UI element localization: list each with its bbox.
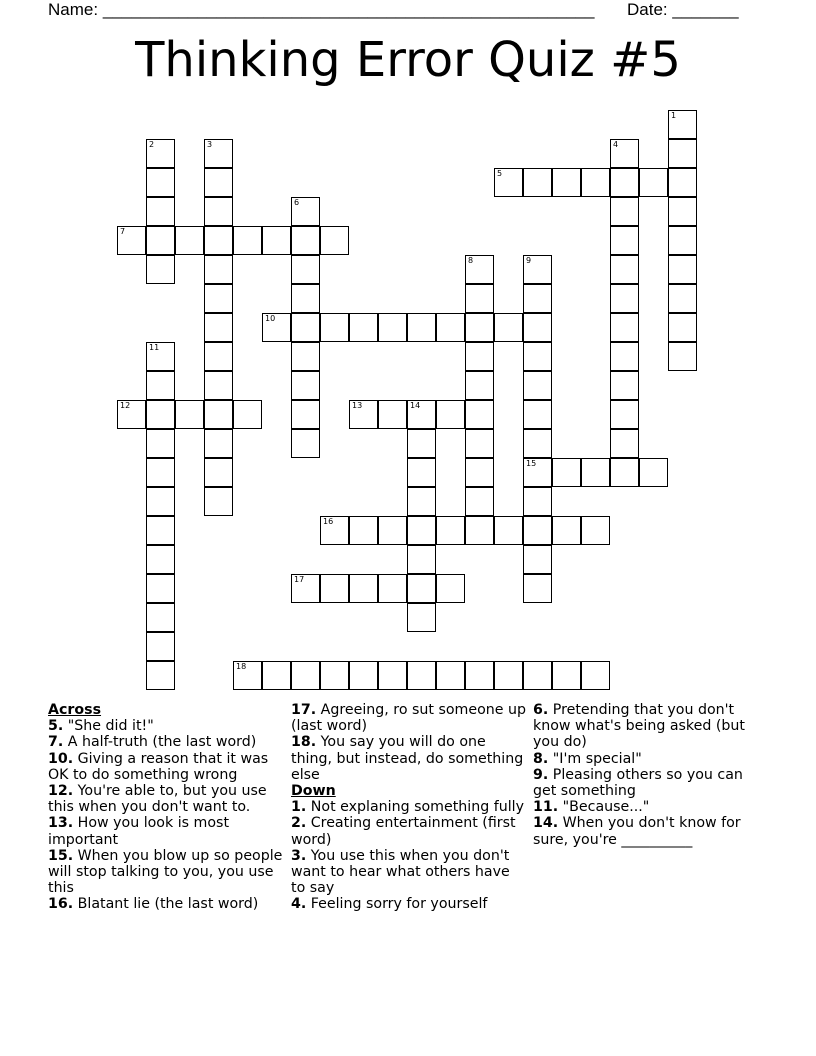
crossword-cell[interactable] (146, 255, 175, 284)
crossword-cell[interactable] (175, 400, 204, 429)
crossword-cell[interactable] (146, 168, 175, 197)
crossword-cell[interactable] (204, 429, 233, 458)
crossword-cell[interactable] (465, 313, 494, 342)
crossword-cell[interactable] (465, 516, 494, 545)
down-clue: 3. You use this when you don't want to hear what others have to say (291, 847, 510, 897)
crossword-cell[interactable] (494, 516, 523, 545)
crossword-cell[interactable] (523, 284, 552, 313)
clue-number: 3 (207, 140, 213, 149)
clue-number: 10 (265, 314, 276, 323)
crossword-cell[interactable] (146, 574, 175, 603)
crossword-cell[interactable] (233, 661, 262, 690)
crossword-cell[interactable] (465, 342, 494, 371)
crossword-cell[interactable] (146, 400, 175, 429)
clue-number: 14 (410, 401, 421, 410)
crossword-cell[interactable] (407, 313, 436, 342)
crossword-cell[interactable] (204, 284, 233, 313)
crossword-cell[interactable] (291, 429, 320, 458)
crossword-cell[interactable] (204, 342, 233, 371)
crossword-cell[interactable] (436, 661, 465, 690)
crossword-cell[interactable] (146, 458, 175, 487)
crossword-cell[interactable] (407, 574, 436, 603)
crossword-cell[interactable] (146, 487, 175, 516)
crossword-cell[interactable] (610, 458, 639, 487)
down-clue: 8. "I'm special" (533, 750, 642, 767)
crossword-cell[interactable] (465, 255, 494, 284)
crossword-cell[interactable] (668, 226, 697, 255)
crossword-cell[interactable] (320, 516, 349, 545)
clue-number: 6 (294, 198, 300, 207)
crossword-cell[interactable] (407, 545, 436, 574)
crossword-cell[interactable] (349, 313, 378, 342)
clue-number: 12 (120, 401, 131, 410)
crossword-cell[interactable] (349, 661, 378, 690)
crossword-cell[interactable] (465, 400, 494, 429)
crossword-cell[interactable] (523, 371, 552, 400)
clue-number: 18 (236, 662, 247, 671)
clue-number: 16 (323, 517, 334, 526)
crossword-cell[interactable] (407, 400, 436, 429)
crossword-cell[interactable] (552, 168, 581, 197)
crossword-cell[interactable] (378, 516, 407, 545)
clues-column-1 (48, 702, 284, 913)
crossword-cell[interactable] (378, 661, 407, 690)
crossword-cell[interactable] (117, 226, 146, 255)
crossword-cell[interactable] (146, 226, 175, 255)
crossword-cell[interactable] (436, 313, 465, 342)
down-clue: 11. "Because..." (533, 799, 650, 816)
crossword-cell[interactable] (378, 574, 407, 603)
clue-number: 13 (352, 401, 363, 410)
crossword-cell[interactable] (320, 313, 349, 342)
date-label: Date: (627, 0, 668, 19)
crossword-cell[interactable] (407, 516, 436, 545)
clue-number: 17 (294, 575, 305, 584)
crossword-cell[interactable] (610, 284, 639, 313)
across-clue: 18. You say you will do one thing, but instead, do something else (291, 734, 524, 783)
crossword-cell[interactable] (146, 603, 175, 632)
crossword-cell[interactable] (146, 545, 175, 574)
crossword-cell[interactable] (407, 603, 436, 632)
across-clue: 17. Agreeing, ro sut someone up (last word) (291, 702, 526, 735)
crossword-cell[interactable] (668, 168, 697, 197)
crossword-cell[interactable] (668, 342, 697, 371)
crossword-cell[interactable] (204, 168, 233, 197)
crossword-cell[interactable] (175, 226, 204, 255)
crossword-cell[interactable] (146, 342, 175, 371)
crossword-cell[interactable] (146, 139, 175, 168)
date-blank[interactable]: _______ (672, 0, 739, 19)
crossword-cell[interactable] (204, 458, 233, 487)
crossword-cell[interactable] (291, 371, 320, 400)
crossword-cell[interactable] (465, 458, 494, 487)
crossword-cell[interactable] (233, 400, 262, 429)
clue-number: 2 (149, 140, 155, 149)
crossword-cell[interactable] (668, 139, 697, 168)
crossword-cell[interactable] (233, 226, 262, 255)
crossword-cell[interactable] (523, 400, 552, 429)
crossword-cell[interactable] (146, 429, 175, 458)
crossword-cell[interactable] (291, 342, 320, 371)
crossword-cell[interactable] (581, 458, 610, 487)
crossword-cell[interactable] (610, 429, 639, 458)
across-heading: Across (48, 702, 102, 718)
crossword-cell[interactable] (523, 313, 552, 342)
crossword-cell[interactable] (610, 168, 639, 197)
crossword-cell[interactable] (320, 226, 349, 255)
crossword-cell[interactable] (610, 139, 639, 168)
crossword-cell[interactable] (262, 226, 291, 255)
crossword-cell[interactable] (494, 168, 523, 197)
crossword-cell[interactable] (523, 516, 552, 545)
page-title: Thinking Error Quiz #5 (135, 32, 681, 88)
across-clue: 12. You're able to, but you use this when you don't want to. (48, 783, 267, 816)
down-clue: 6. Pretending that you don't know what's being asked (but you do) (533, 702, 745, 751)
crossword-cell[interactable] (146, 516, 175, 545)
crossword-cell[interactable] (407, 458, 436, 487)
down-clue: 9. Pleasing others so you can get something (533, 766, 743, 800)
crossword-cell[interactable] (610, 255, 639, 284)
clues-column-2 (291, 702, 527, 913)
clue-number: 8 (468, 256, 474, 265)
crossword-cell[interactable] (610, 226, 639, 255)
clue-number: 7 (120, 227, 126, 236)
crossword-cell[interactable] (523, 574, 552, 603)
crossword-cell[interactable] (291, 197, 320, 226)
crossword-cell[interactable] (610, 342, 639, 371)
name-blank[interactable]: ____________________________________________________ (102, 0, 595, 19)
crossword-cell[interactable] (523, 458, 552, 487)
crossword-cell[interactable] (465, 661, 494, 690)
crossword-cell[interactable] (117, 400, 146, 429)
across-clue: 16. Blatant lie (the last word) (48, 896, 259, 913)
crossword-cell[interactable] (291, 226, 320, 255)
crossword-cell[interactable] (204, 487, 233, 516)
crossword-cell[interactable] (291, 313, 320, 342)
down-heading: Down (291, 783, 336, 800)
crossword-cell[interactable] (436, 574, 465, 603)
crossword-cell[interactable] (146, 661, 175, 690)
crossword-cell[interactable] (523, 429, 552, 458)
crossword-cell[interactable] (407, 487, 436, 516)
crossword-cell[interactable] (610, 371, 639, 400)
crossword-cell[interactable] (320, 574, 349, 603)
crossword-cell[interactable] (465, 371, 494, 400)
crossword-cell[interactable] (610, 197, 639, 226)
crossword-cell[interactable] (610, 313, 639, 342)
crossword-cell[interactable] (378, 400, 407, 429)
crossword-cell[interactable] (581, 168, 610, 197)
crossword-cell[interactable] (146, 197, 175, 226)
clue-number: 15 (526, 459, 537, 468)
down-clue: 4. Feeling sorry for yourself (291, 896, 488, 913)
crossword-cell[interactable] (552, 516, 581, 545)
crossword-cell[interactable] (639, 168, 668, 197)
crossword-cell[interactable] (320, 661, 349, 690)
crossword-cell[interactable] (668, 255, 697, 284)
crossword-cell[interactable] (204, 139, 233, 168)
across-clue: 10. Giving a reason that it was OK to do something wrong (48, 750, 269, 783)
crossword-cell[interactable] (523, 168, 552, 197)
crossword-cell[interactable] (668, 284, 697, 313)
crossword-cell[interactable] (668, 197, 697, 226)
crossword-cell[interactable] (523, 661, 552, 690)
crossword-cell[interactable] (523, 255, 552, 284)
across-clue: 5. "She did it!" (48, 718, 154, 735)
crossword-cell[interactable] (581, 661, 610, 690)
crossword-cell[interactable] (204, 313, 233, 342)
crossword-cell[interactable] (291, 574, 320, 603)
down-clue: 1. Not explaning something fully (291, 799, 524, 816)
crossword-cell[interactable] (291, 400, 320, 429)
crossword-cell[interactable] (407, 661, 436, 690)
across-clue: 15. When you blow up so people will stop talking to you, you use this (48, 847, 283, 897)
crossword-cell[interactable] (494, 313, 523, 342)
crossword-cell[interactable] (436, 516, 465, 545)
crossword-cell[interactable] (523, 545, 552, 574)
crossword-cell[interactable] (204, 197, 233, 226)
crossword-cell[interactable] (465, 429, 494, 458)
across-clue: 7. A half-truth (the last word) (48, 734, 257, 751)
crossword-cell[interactable] (668, 313, 697, 342)
clue-number: 4 (613, 140, 619, 149)
crossword-cell[interactable] (349, 400, 378, 429)
across-clue: 13. How you look is most important (48, 815, 230, 848)
crossword-cell[interactable] (523, 487, 552, 516)
clue-number: 9 (526, 256, 532, 265)
crossword-cell[interactable] (668, 110, 697, 139)
crossword-cell[interactable] (262, 661, 291, 690)
clues-column-3 (533, 702, 769, 848)
crossword-cell[interactable] (349, 574, 378, 603)
crossword-cell[interactable] (436, 400, 465, 429)
down-clue: 2. Creating entertainment (first word) (291, 815, 516, 848)
crossword-cell[interactable] (291, 661, 320, 690)
crossword-cell[interactable] (204, 226, 233, 255)
crossword-cell[interactable] (204, 371, 233, 400)
crossword-cell[interactable] (378, 313, 407, 342)
crossword-cell[interactable] (204, 400, 233, 429)
crossword-cell[interactable] (407, 429, 436, 458)
crossword-cell[interactable] (639, 458, 668, 487)
crossword-cell[interactable] (465, 487, 494, 516)
down-clue: 14. When you don't know for sure, you're __________ (533, 815, 741, 848)
crossword-cell[interactable] (523, 342, 552, 371)
crossword-cell[interactable] (552, 661, 581, 690)
crossword-cell[interactable] (465, 284, 494, 313)
name-label: Name: (48, 0, 99, 19)
clue-number: 1 (671, 111, 677, 120)
crossword-cell[interactable] (610, 400, 639, 429)
crossword-cell[interactable] (146, 371, 175, 400)
clue-number: 5 (497, 169, 503, 178)
crossword-cell[interactable] (349, 516, 378, 545)
crossword-cell[interactable] (262, 313, 291, 342)
clue-number: 11 (149, 343, 160, 352)
crossword-cell[interactable] (146, 632, 175, 661)
crossword-cell[interactable] (291, 284, 320, 313)
crossword-cell[interactable] (552, 458, 581, 487)
crossword-cell[interactable] (204, 255, 233, 284)
crossword-cell[interactable] (291, 255, 320, 284)
crossword-cell[interactable] (581, 516, 610, 545)
crossword-cell[interactable] (494, 661, 523, 690)
